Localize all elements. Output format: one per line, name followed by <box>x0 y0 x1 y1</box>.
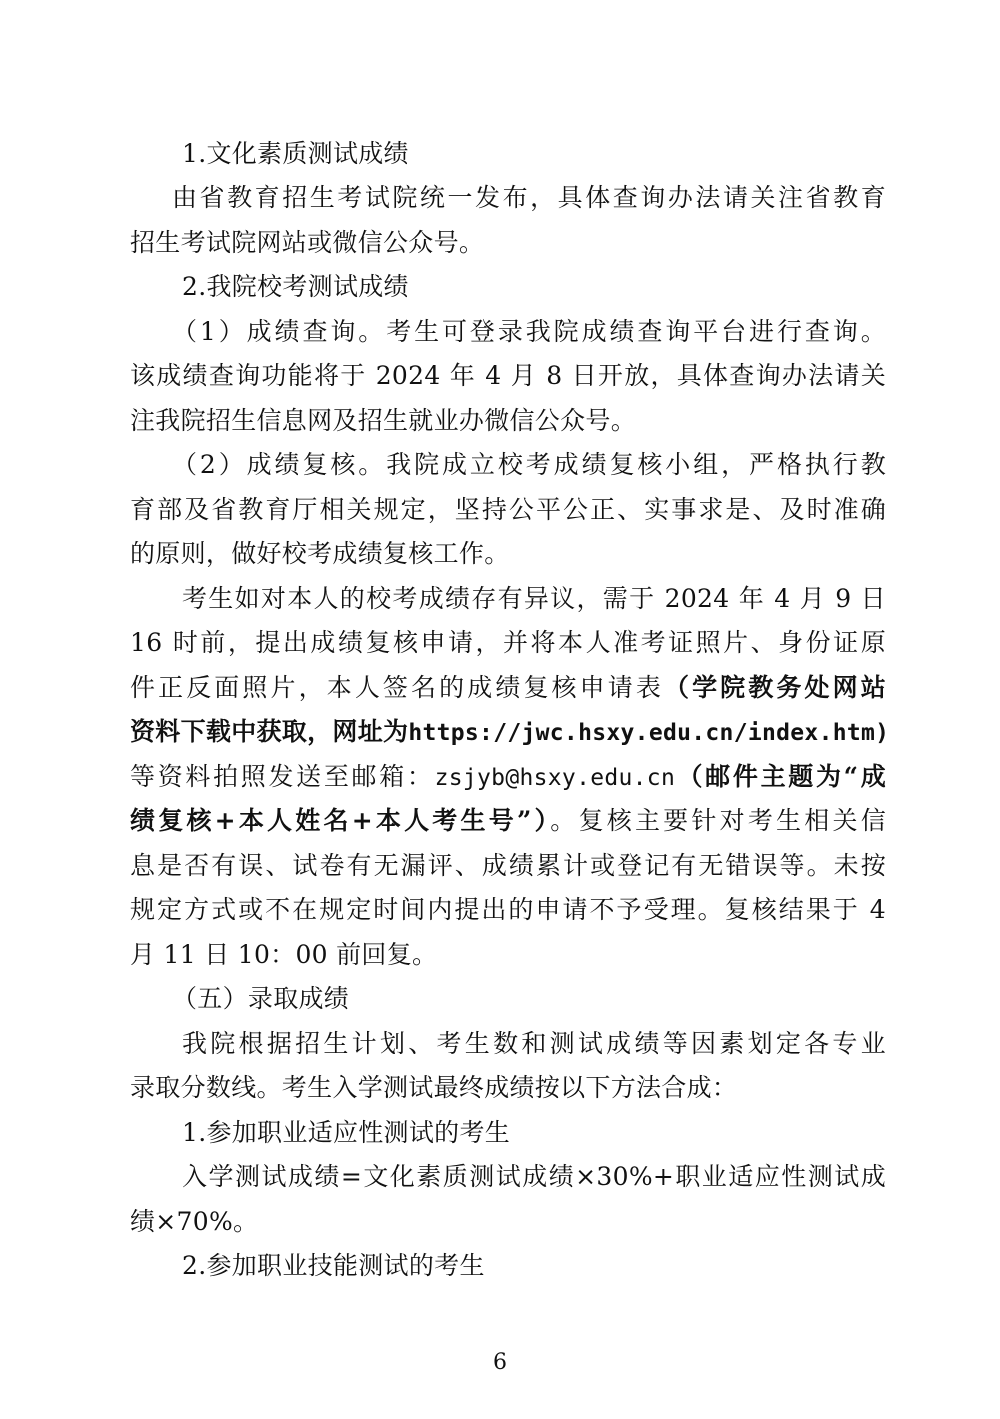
paragraph-line: 的原则，做好校考成绩复核工作。 <box>130 539 510 568</box>
paragraph-line: 16 时前，提出成绩复核申请，并将本人准考证照片、身份证原 <box>130 628 886 657</box>
subheading-school-test-score: 2.我院校考测试成绩 <box>182 272 409 301</box>
subheading-cultural-quality-score: 1.文化素质测试成绩 <box>182 139 409 168</box>
text-normal: 。复核主要针对考生相关信 <box>550 806 886 835</box>
paragraph-line: 注我院招生信息网及招生就业办微信公众号。 <box>130 406 637 435</box>
paragraph-line: 规定方式或不在规定时间内提出的申请不予受理。复核结果于 4 <box>130 895 886 924</box>
text-bold: 绩复核+本人姓名+本人考生号”） <box>130 806 551 835</box>
paragraph-line: 录取分数线。考生入学测试最终成绩按以下方法合成： <box>130 1073 738 1102</box>
text-bold: 资料下载中获取，网址为 <box>130 717 409 746</box>
text-normal: 等资料拍照发送至邮箱： <box>130 762 435 791</box>
subheading-vocational-aptitude: 1.参加职业适应性测试的考生 <box>182 1118 511 1147</box>
formula-line: 入学测试成绩=文化素质测试成绩×30%+职业适应性测试成 <box>182 1162 886 1191</box>
paragraph-line: 我院根据招生计划、考生数和测试成绩等因素划定各专业 <box>182 1029 886 1058</box>
paragraph-line: 月 11 日 10：00 前回复。 <box>130 940 438 969</box>
paragraph-line <box>130 710 890 754</box>
text-bold: （邮件主题为“成 <box>675 762 887 791</box>
paragraph-line <box>130 666 886 710</box>
paragraph-line <box>130 799 886 843</box>
paragraph-line: 息是否有误、试卷有无漏评、成绩累计或登记有无错误等。未按 <box>130 851 886 880</box>
paragraph-line: 招生考试院网站或微信公众号。 <box>130 228 485 257</box>
paragraph-line: 该成绩查询功能将于 2024 年 4 月 8 日开放，具体查询办法请关 <box>130 361 886 390</box>
subheading-vocational-skills: 2.参加职业技能测试的考生 <box>182 1251 485 1280</box>
section-heading-admission-score: （五）录取成绩 <box>172 984 350 1013</box>
text-bold: （学院教务处网站 <box>663 673 886 702</box>
formula-line: 绩×70%。 <box>130 1207 259 1236</box>
paragraph-line: 育部及省教育厅相关规定，坚持公平公正、实事求是、及时准确 <box>130 495 886 524</box>
url-link[interactable]: https://jwc.hsxy.edu.cn/index.htm) <box>408 720 890 746</box>
email-link[interactable]: zsjyb@hsxy.edu.cn <box>434 765 676 791</box>
paragraph-line: 考生如对本人的校考成绩存有异议，需于 2024 年 4 月 9 日 <box>182 584 886 613</box>
paragraph-line: （1）成绩查询。考生可登录我院成绩查询平台进行查询。 <box>172 317 886 346</box>
paragraph-line: 由省教育招生考试院统一发布，具体查询办法请关注省教育 <box>172 183 886 212</box>
paragraph-line <box>130 755 886 799</box>
text-normal: 件正反面照片，本人签名的成绩复核申请表 <box>130 673 664 702</box>
page-number: 6 <box>493 1350 507 1375</box>
paragraph-line: （2）成绩复核。我院成立校考成绩复核小组，严格执行教 <box>172 450 886 479</box>
